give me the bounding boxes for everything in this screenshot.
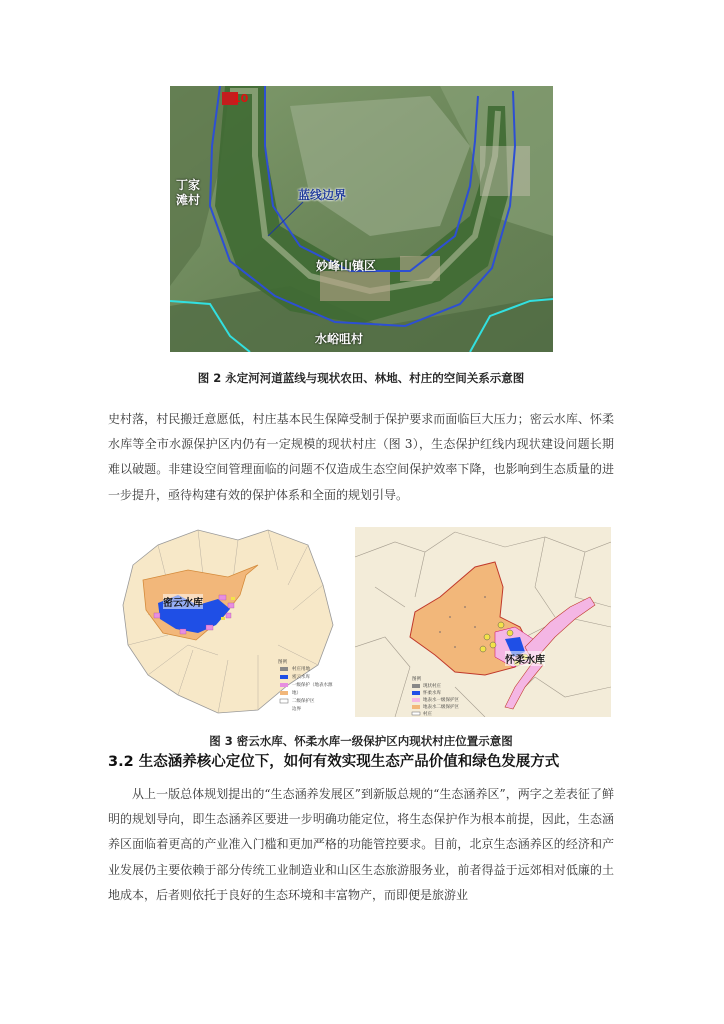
paragraph-2: 从上一版总体规划提出的“生态涵养发展区”到新版总规的“生态涵养区”，两字之差表征了鲜明的规划导向，即生态涵养区要进一步明确功能定位，将生态保护作为根本前提，因此，生态涵养区面临着更高的产业准入门槛和更加严格的功能管控要求。目前，北京生态涵养区的经济和产业发展仍主要依赖于部分传统工业制造业和山区生态旅游服务业，前者得益于远郊相对低廉的土地成本，后者则依托于良好的生态环境和丰富物产，而即便是旅游业 xyxy=(108,787,614,902)
miyun-reservoir-label: 密云水库 xyxy=(163,594,203,609)
paragraph-1: 史村落，村民搬迁意愿低，村庄基本民生保障受制于保护要求而面临巨大压力；密云水库、怀柔水库等全市水源保护区内仍有一定规模的现状村庄（图 3），生态保护红线内现状建设问题长期难以破题。非建设空间管理面临的问题不仅造成生态空间保护效率下降，也影响到生态质量的进一步提升，亟待构建有效的保护体系和全面的规划引导。 xyxy=(108,412,614,502)
section-heading: 3.2 生态涵养核心定位下，如何有效实现生态产品价值和绿色发展方式 xyxy=(108,754,560,770)
figure-3-miyun-map xyxy=(118,525,338,717)
huairou-reservoir-label: 怀柔水库 xyxy=(505,651,545,666)
figure-2-satellite-image xyxy=(170,86,553,352)
left-legend-item: 一级保护（地表水源地） xyxy=(292,683,333,696)
left-legend-items xyxy=(292,666,338,714)
figure-3-huairou-map xyxy=(355,527,611,717)
village-label-shuiyuju: 水峪咀村 xyxy=(315,332,364,346)
right-legend-title: 图例 xyxy=(412,677,421,682)
left-legend-title: 图例 xyxy=(278,660,287,665)
right-legend-item: 现状村庄 xyxy=(423,684,441,689)
satellite-map xyxy=(170,86,553,352)
town-label-miaofengshan: 妙峰山镇区 xyxy=(316,259,377,273)
left-legend-item: 村庄用地 xyxy=(292,667,310,672)
figure-3-caption: 图 3 密云水库、怀柔水库一级保护区内现状村庄位置示意图 xyxy=(209,734,513,748)
blue-line-label: 蓝线边界 xyxy=(298,188,347,202)
left-legend-item: 二级保护区 xyxy=(292,699,315,704)
right-legend-item: 地表水二级保护区 xyxy=(423,705,459,710)
right-legend-item: 怀柔水库 xyxy=(423,691,441,696)
left-legend-item: 边界 xyxy=(292,707,301,712)
marker-label: 10 xyxy=(233,92,249,105)
right-legend-items xyxy=(423,683,459,718)
right-legend-item: 村庄 xyxy=(423,712,432,717)
right-legend-item: 地表水一级保护区 xyxy=(423,698,459,703)
huairou-district-map xyxy=(355,527,611,717)
village-label-dingjiatan: 丁家 滩村 xyxy=(176,178,201,207)
left-legend-item: 密云水库 xyxy=(292,675,310,680)
figure-2-caption: 图 2 永定河河道蓝线与现状农田、林地、村庄的空间关系示意图 xyxy=(197,371,525,385)
